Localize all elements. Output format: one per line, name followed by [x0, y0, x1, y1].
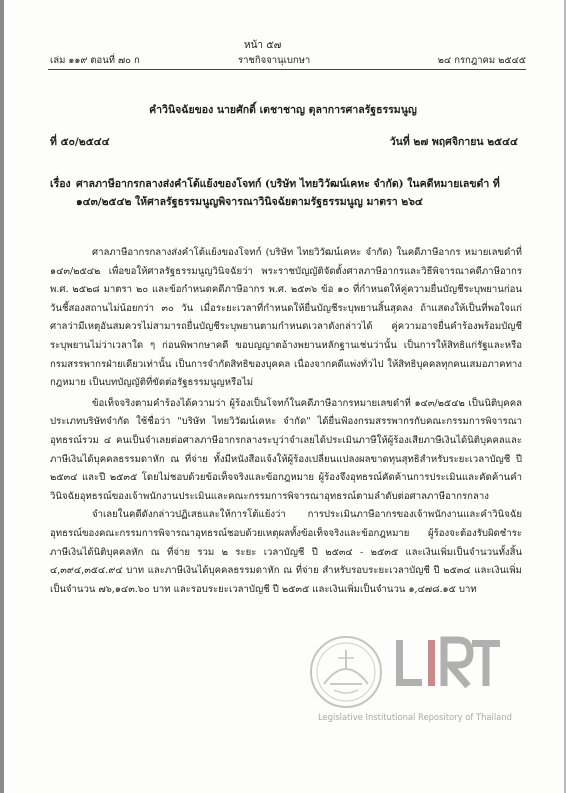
ruling-number: ที่ ๕๐/๒๕๔๔	[50, 136, 110, 148]
header-rule	[48, 69, 526, 70]
subject-text: ศาลภาษีอากรกลางส่งคำโต้แย้งของโจทก์ (บริษัท ไทยวิวัฒน์เคหะ จำกัด) ในคดีหมายเลขดำ ที่ ๑๔๓/๒๕๔๒ ให้ศาลรัฐธรรมนูญพิจารณาวินิจฉัยตามรัฐธรรมนูญ มาตรา ๒๖๔	[76, 178, 500, 208]
watermark-caption: Legislative Institutional Repository of Thailand	[318, 712, 512, 722]
subject-label: เรื่อง	[50, 178, 71, 190]
subject-block	[50, 175, 522, 211]
scan-edge-left	[0, 0, 4, 793]
gazette-header	[50, 53, 526, 69]
paragraph-2: ข้อเท็จจริงตามคำร้องได้ความว่า ผู้ร้องเป็นโจทก์ในคดีภาษีอากรหมายเลขดำที่ ๑๔๓/๒๕๔๒ เป็นนิติบุคคลประเภทบริษัทจำกัด ใช้ชื่อว่า "บริษัท ไทยวิวัฒน์เคหะ จำกัด" ได้ยื่นฟ้องกรมสรรพากรกับคณะกรรมการพิจารณาอุทธรณ์รวม ๔ คนเป็นจำเลยต่อศาลภาษีอากรกลางระบุว่าจำเลยได้ประเมินภาษีให้ผู้ร้องเสียภาษีเงินได้นิติบุคคลและภาษีเงินได้บุคคลธรรมดาหัก ณ ที่จ่าย ทั้งมีหนังสือแจ้งให้ผู้ร้องเปลี่ยนแปลงผลขาดทุนสุทธิสำหรับระยะเวลาบัญชี ปี ๒๕๓๔ และปี ๒๕๓๕ โดยไม่ชอบด้วยข้อเท็จจริงและข้อกฎหมาย ผู้ร้องจึงอุทธรณ์คัดค้านการประเมินและคัดค้านคำวินิจฉัยอุทธรณ์ของเจ้าพนักงานประเมินและคณะกรรมการพิจารณาอุทธรณ์ตามลำดับต่อศาลภาษีอากรกลาง	[50, 397, 522, 502]
volume-number: เล่ม ๑๑๙ ตอนที่ ๗๐ ก	[50, 55, 140, 66]
body-text	[50, 244, 522, 599]
page-number: หน้า ๕๗	[244, 40, 282, 51]
paragraph-3: จำเลยในคดีดังกล่าวปฏิเสธและให้การโต้แย้งว่า การประเมินภาษีอากรของเจ้าพนักงานและคำวินิจฉัยอุทธรณ์ของคณะกรรมการพิจารณาอุทธรณ์ชอบด้วยเหตุผลทั้งข้อเท็จจริงและข้อกฎหมาย ผู้ร้องจะต้องรับผิดชำระภาษีเงินได้นิติบุคคลหัก ณ ที่จ่าย รวม ๒ ระยะ เวลาบัญชี ปี ๒๕๓๔ - ๒๕๓๕ และเงินเพิ่มเป็นจำนวนทั้งสิ้น ๔,๓๙๔,๓๕๔.๙๔ บาท และภาษีเงินได้บุคคลธรรมดาหัก ณ ที่จ่าย สำหรับรอบระยะเวลาบัญชี ปี ๒๕๓๔ และเงินเพิ่มเป็นจำนวน ๗๖,๑๔๓.๖๐ บาท และรอบระยะเวลาบัญชี ปี ๒๕๓๕ และเงินเพิ่มเป็นจำนวน ๑,๔๗๘.๑๕ บาท	[50, 509, 522, 595]
gazette-name: ราชกิจจานุเบกษา	[238, 55, 311, 66]
lirt-logo-icon	[392, 636, 502, 690]
paragraph-1: ศาลภาษีอากรกลางส่งคำโต้แย้งของโจทก์ (บริษัท ไทยวิวัฒน์เคหะ จำกัด) ในคดีภาษีอากร หมายเลขดำที่ ๑๔๓/๒๕๔๒ เพื่อขอให้ศาลรัฐธรรมนูญวินิจฉัยว่า พระราชบัญญัติจัดตั้งศาลภาษีอากรและวิธีพิจารณาคดีภาษีอากร พ.ศ. ๒๕๒๘ มาตรา ๒๐ และข้อกำหนดคดีภาษีอากร พ.ศ. ๒๕๓๖ ข้อ ๑๐ ที่กำหนดให้คู่ความยื่นบัญชีระบุพยานก่อนวันชี้สองสถานไม่น้อยกว่า ๓๐ วัน เมื่อระยะเวลาที่กำหนดให้ยื่นบัญชีระบุพยานสิ้นสุดลง ถ้าแสดงให้เป็นที่พอใจแก่ศาลว่ามีเหตุอันสมควรไม่สามารถยื่นบัญชีระบุพยานตามกำหนดเวลาดังกล่าวได้ คู่ความอาจยื่นคำร้องพร้อมบัญชีระบุพยานไม่ว่าเวลาใด ๆ ก่อนพิพากษาคดี ขอบญญาตอ้างพยานหลักฐานเช่นว่านั้น เป็นการให้สิทธิแก่รัฐและหรือกรมสรรพากรฝ่ายเดียวเท่านั้น เป็นการจำกัดสิทธิของบุคคล เนื่องจากคดีแพ่งทั่วไป ให้สิทธิบุคคลทุกคนเสมอภาคทางกฎหมาย เป็นบทบัญญัติที่ขัดต่อรัฐธรรมนูญหรือไม่	[50, 247, 522, 389]
parliament-seal-watermark-icon	[308, 634, 384, 710]
gazette-date: ๒๔ กรกฎาคม ๒๕๔๕	[437, 55, 526, 66]
ruling-date: วันที่ ๒๗ พฤศจิกายน ๒๕๔๔	[389, 136, 518, 148]
document-title: คำวินิจฉัยของ นายศักดิ์ เตชาชาญ ตุลาการศาลรัฐธรรมนูญ	[149, 104, 417, 116]
